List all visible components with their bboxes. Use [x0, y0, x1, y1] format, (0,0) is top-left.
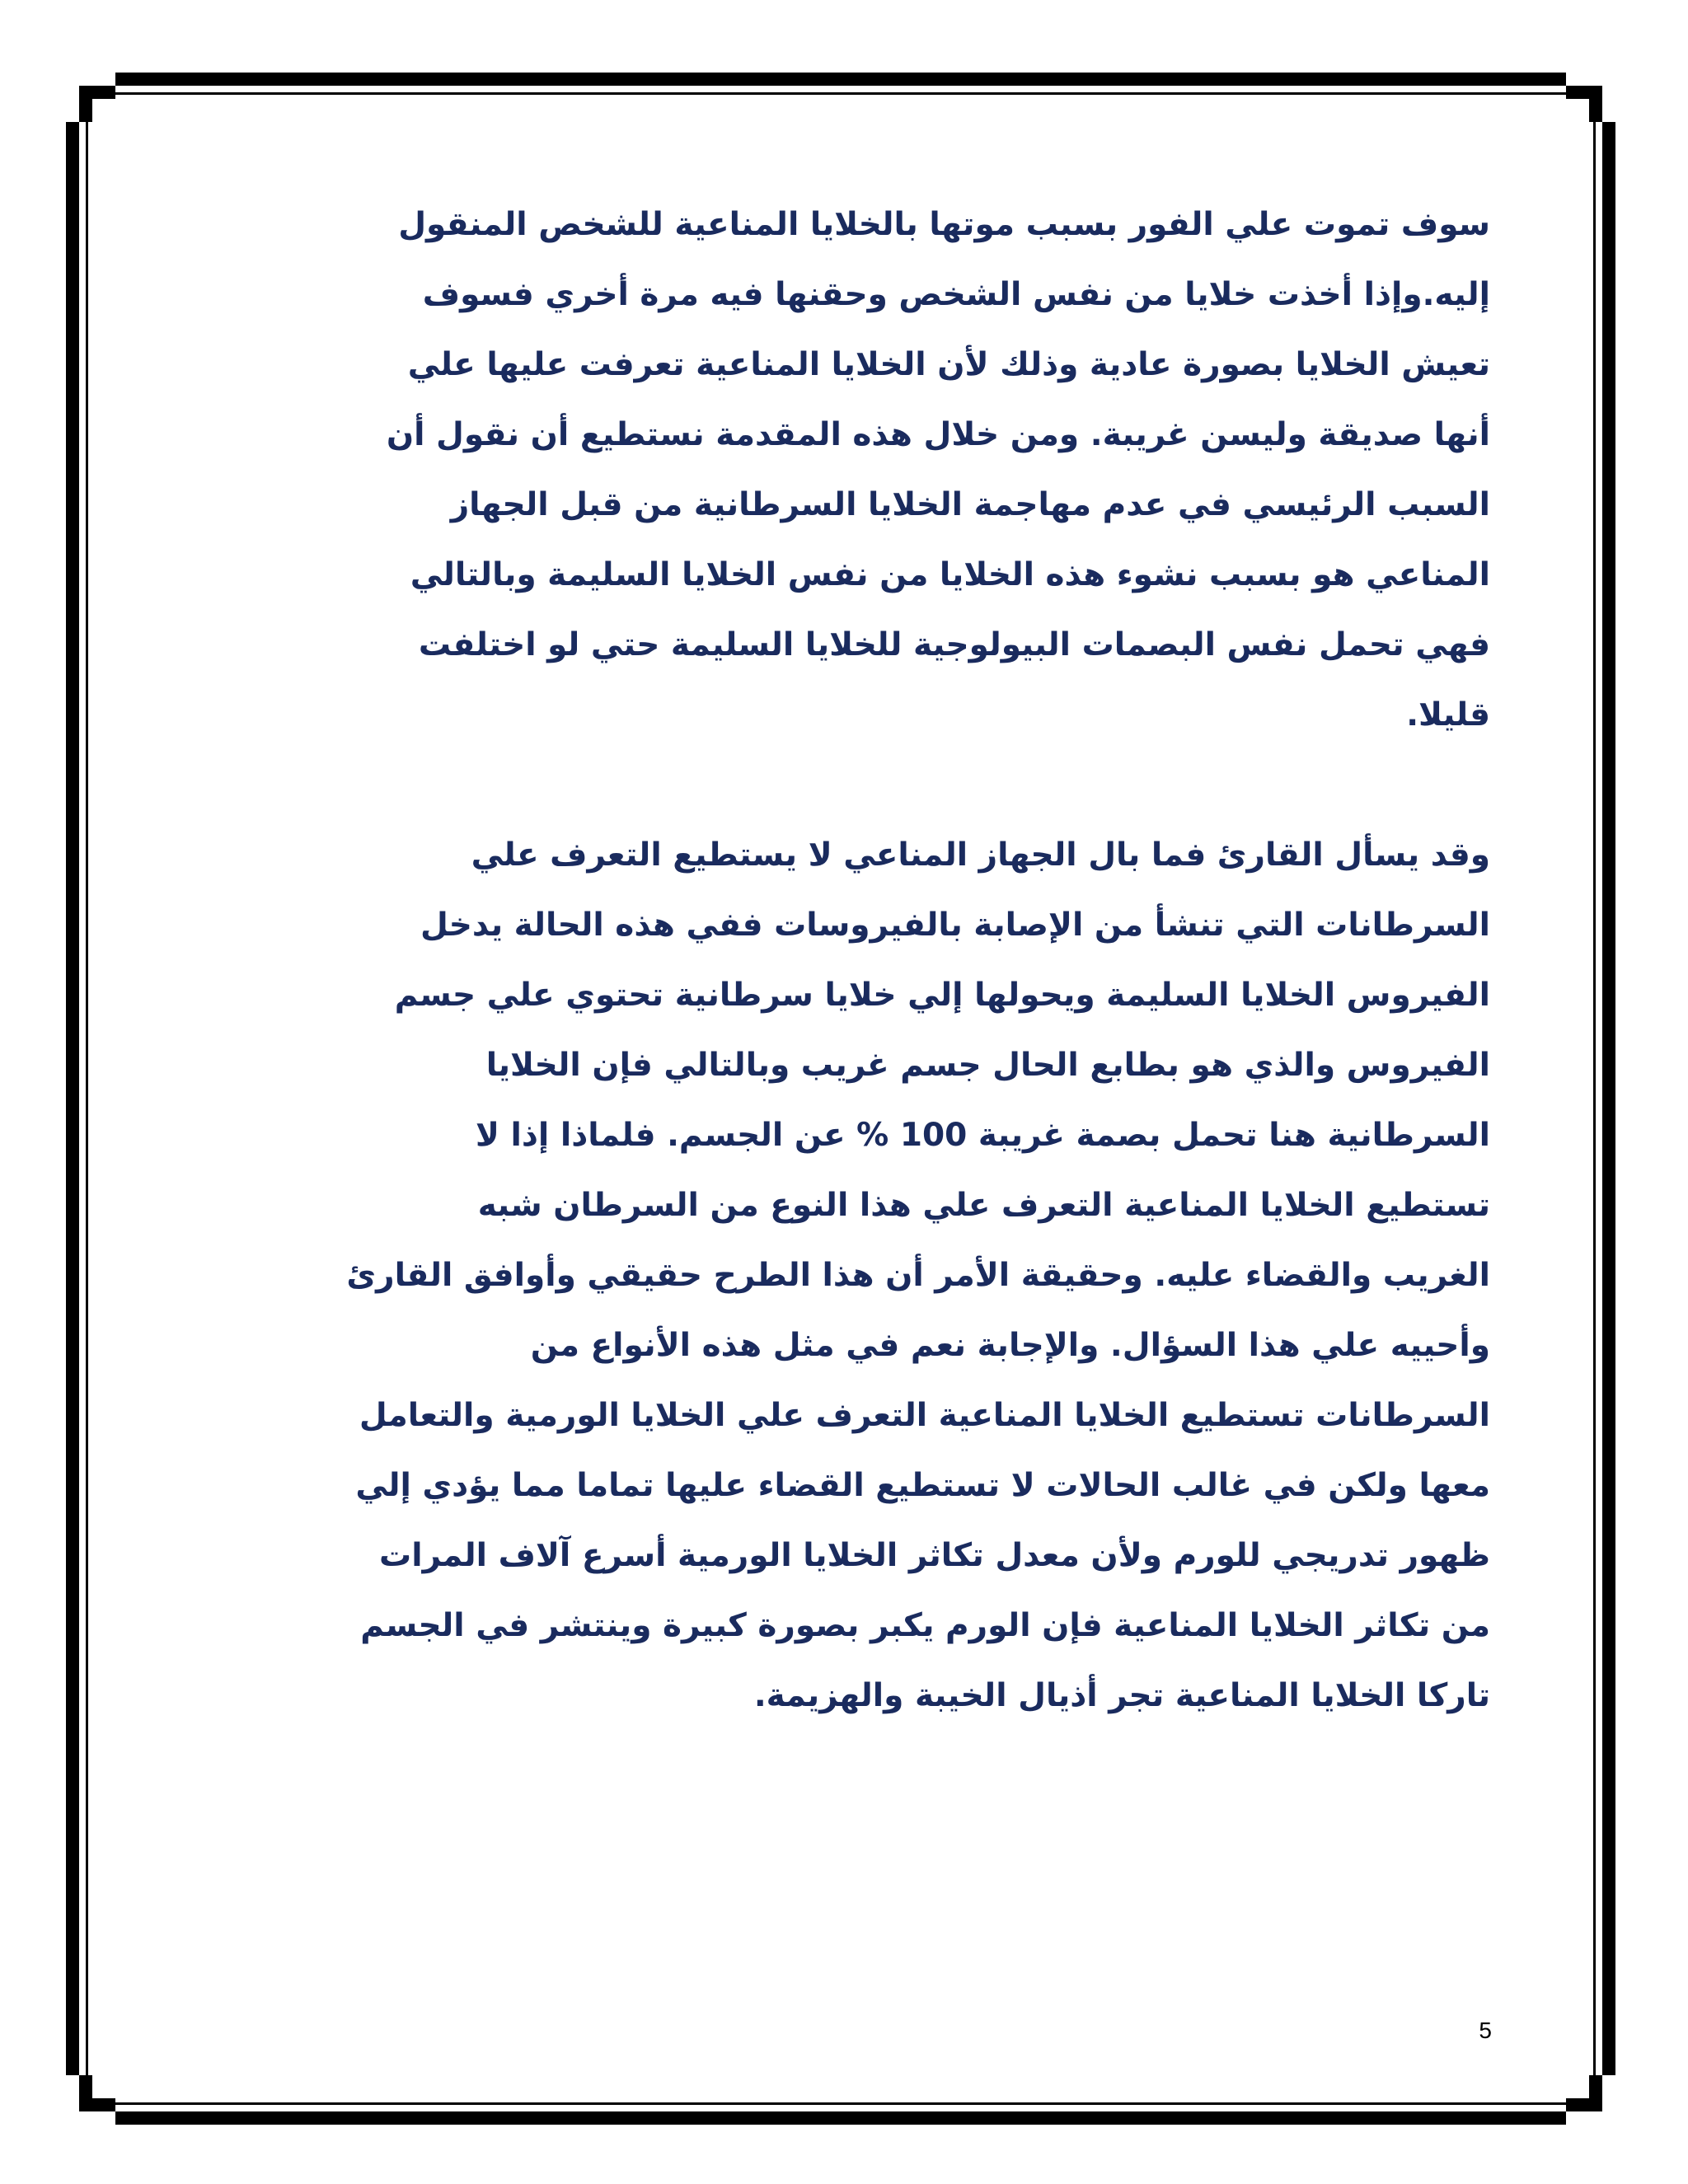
- text-line: السبب الرئيسي في عدم مهاجمة الخلايا السرطانية من قبل الجهاز: [450, 486, 1490, 523]
- text-line: وأحييه علي هذا السؤال. والإجابة نعم في مثل هذه الأنواع من: [530, 1327, 1490, 1364]
- corner-tick-tr-v: [1589, 86, 1602, 122]
- corner-tick-br-v: [1589, 2075, 1602, 2111]
- text-line: إليه.وإذا أخذت خلايا من نفس الشخص وحقنها فيه مرة أخري فسوف: [422, 276, 1490, 313]
- text-line: السرطانية هنا تحمل بصمة غريبة 100 % عن الجسم. فلماذا إذا لا: [475, 1117, 1490, 1154]
- corner-tick-tl-v: [79, 86, 92, 122]
- corner-notch-tr-v: [1602, 73, 1615, 122]
- paragraph-spacer: [198, 750, 1490, 820]
- text-line: معها ولكن في غالب الحالات لا تستطيع القضاء عليها تماما مما يؤدي إلي: [355, 1467, 1490, 1504]
- paragraph: [198, 190, 1490, 750]
- text-line: تستطيع الخلايا المناعية التعرف علي هذا النوع من السرطان شبه: [477, 1187, 1490, 1224]
- text-line: قليلا.: [1406, 696, 1490, 733]
- text-line: الغريب والقضاء عليه. وحقيقة الأمر أن هذا الطرح حقيقي وأوافق القارئ: [346, 1257, 1490, 1294]
- text-line: تعيش الخلايا بصورة عادية وذلك لأن الخلايا المناعية تعرفت عليها علي: [407, 346, 1490, 383]
- corner-tick-bl-v: [79, 2075, 92, 2111]
- text-line: السرطانات تستطيع الخلايا المناعية التعرف علي الخلايا الورمية والتعامل: [359, 1397, 1490, 1434]
- text-line: تاركا الخلايا المناعية تجر أذيال الخيبة والهزيمة.: [753, 1677, 1490, 1714]
- paragraph: [198, 820, 1490, 1731]
- document-body: [198, 190, 1490, 1731]
- text-line: ظهور تدريجي للورم ولأن معدل تكاثر الخلايا الورمية أسرع آلاف المرات: [379, 1537, 1490, 1574]
- text-line: الفيروس الخلايا السليمة ويحولها إلي خلايا سرطانية تحتوي علي جسم: [394, 977, 1490, 1014]
- text-line: السرطانات التي تنشأ من الإصابة بالفيروسات ففي هذه الحالة يدخل: [420, 907, 1490, 944]
- text-line: فهي تحمل نفس البصمات البيولوجية للخلايا السليمة حتي لو اختلفت: [418, 626, 1490, 663]
- corner-notch-tl-v: [66, 73, 79, 122]
- page-number: 5: [1479, 2018, 1492, 2043]
- text-line: وقد يسأل القارئ فما بال الجهاز المناعي لا يستطيع التعرف علي: [471, 837, 1490, 874]
- text-line: من تكاثر الخلايا المناعية فإن الورم يكبر بصورة كبيرة وينتشر في الجسم: [360, 1607, 1490, 1644]
- text-line: الفيروس والذي هو بطابع الحال جسم غريب وبالتالي فإن الخلايا: [485, 1047, 1490, 1084]
- text-line: سوف تموت علي الفور بسبب موتها بالخلايا المناعية للشخص المنقول: [398, 206, 1490, 243]
- text-line: المناعي هو بسبب نشوء هذه الخلايا من نفس الخلايا السليمة وبالتالي: [410, 556, 1490, 593]
- corner-notch-br-v: [1602, 2075, 1615, 2125]
- text-line: أنها صديقة وليسن غريبة. ومن خلال هذه المقدمة نستطيع أن نقول أن: [386, 416, 1490, 453]
- corner-notch-bl-v: [66, 2075, 79, 2125]
